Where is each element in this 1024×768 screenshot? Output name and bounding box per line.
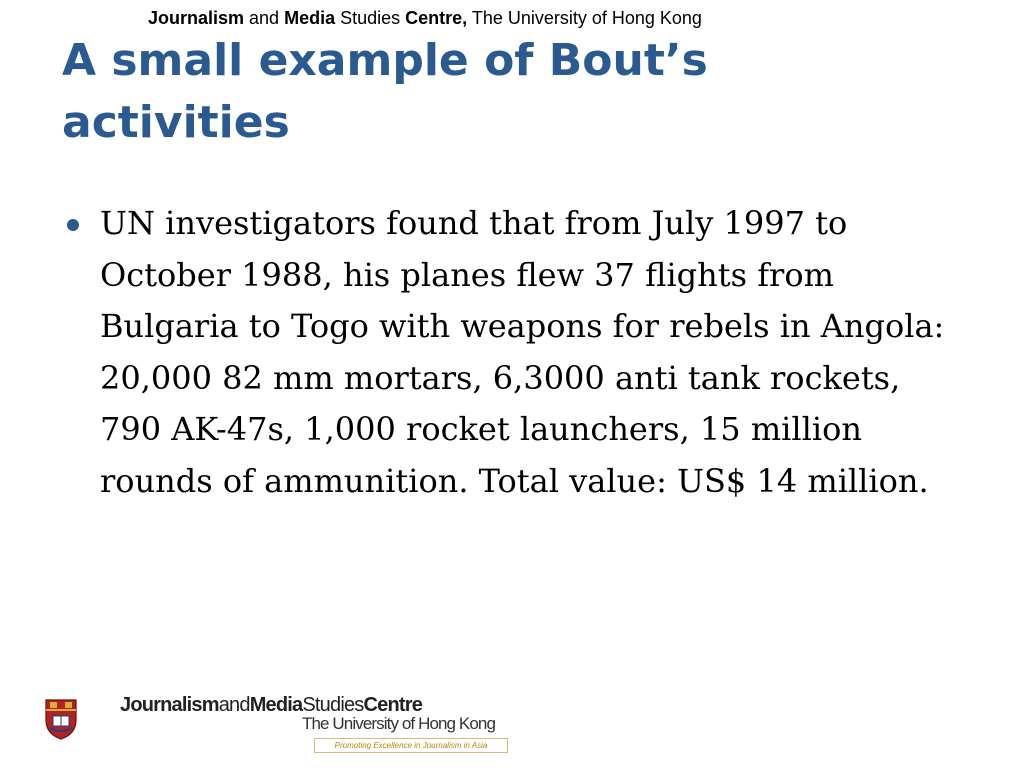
slide-title: A small example of Bout’s activities	[62, 35, 708, 148]
bullet-item	[62, 198, 962, 507]
university-crest-icon	[44, 698, 78, 740]
bullet-list	[62, 198, 962, 507]
header-studies: Studies	[335, 8, 406, 28]
bullet-text: UN investigators found that from July 1997 to October 1988, his planes flew 37 flights from Bulgaria to Togo with weapons for rebels in Angola: 20,000 82 mm mortars, 6,3000 anti tank rockets, 790 AK-47s, 1,000 rocket launchers, 15 million rounds of ammunition. Total value: US$ 14 million.	[100, 204, 945, 500]
header-university: The University of Hong Kong	[467, 8, 702, 28]
header-media: Media	[284, 8, 336, 28]
header-and: and	[244, 8, 285, 28]
footer-journalism: Journalism	[120, 694, 219, 716]
footer-studies: Studies	[302, 694, 364, 716]
header-journalism: Journalism	[148, 8, 245, 28]
footer-tagline: Promoting Excellence in Journalism in Asia	[314, 738, 508, 753]
slide-header	[148, 8, 868, 32]
footer-university: The University of Hong Kong	[302, 714, 496, 733]
footer-logo	[120, 694, 520, 756]
footer-media: Media	[249, 694, 303, 716]
bullet-dot-icon	[67, 219, 79, 231]
footer-centre: Centre	[363, 694, 423, 716]
header-centre: Centre,	[405, 8, 468, 28]
footer-and: and	[218, 694, 250, 716]
